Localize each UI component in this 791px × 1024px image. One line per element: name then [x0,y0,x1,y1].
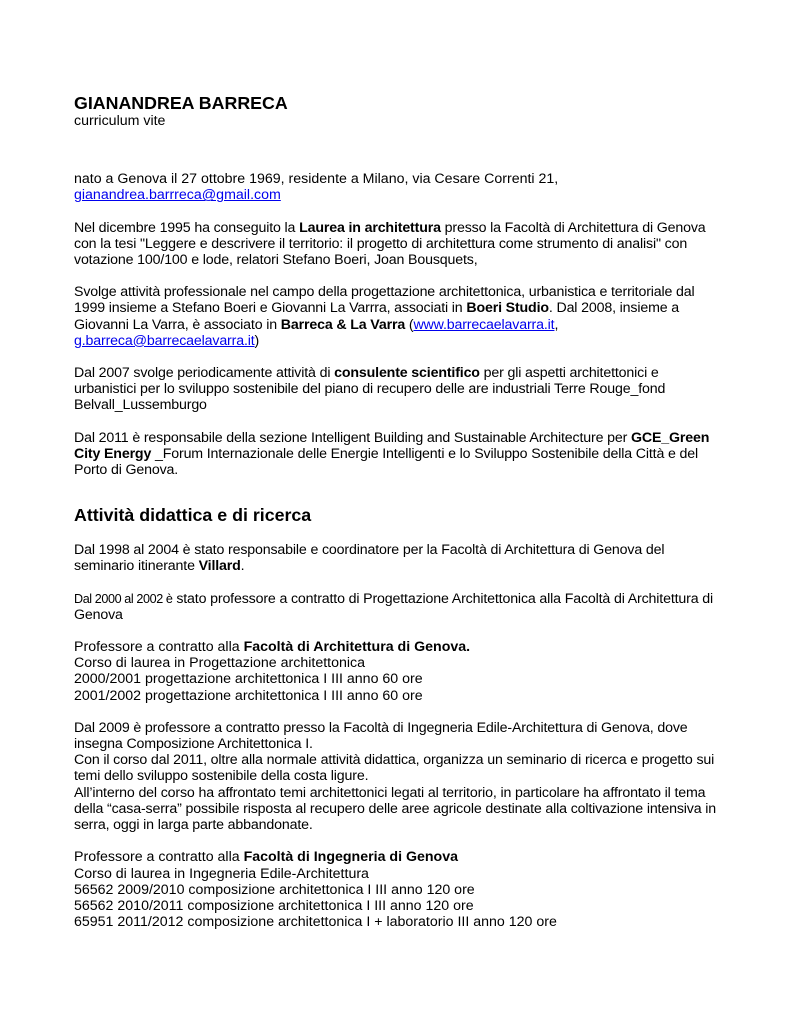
list-item: 56562 2009/2010 composizione architettonica I III anno 120 ore [74,881,475,898]
section-title: Attività didattica e di ricerca [74,505,312,526]
degree-paragraph: Nel dicembre 1995 ha conseguito la Laurea in architettura presso la Facoltà di Architettura di Genova con la tesi "Leggere e descrivere il territorio: il progetto di architettura come strumento di analisi" con votazione 100/100 e lode, relatori Stefano Boeri, Joan Bousquets, [74,219,706,269]
list-item: 2000/2001 progettazione architettonica I III anno 60 ore [74,671,423,688]
firm-email-link[interactable]: g.barreca@barrecaelavarra.it [74,332,255,349]
eng-faculty-name: Facoltà di Ingegneria di Genova [243,849,458,866]
page-title: GIANANDREA BARRECA [74,93,288,113]
list-item: 2001/2002 progettazione architettonica I III anno 60 ore [74,687,423,704]
consultant-role: consulente scientifico [334,365,480,382]
gce-paragraph: Dal 2011 è responsabile della sezione Intelligent Building and Sustainable Architecture per GCE_Green City Energy _Forum Internazionale delle Energie Intelligenti e lo Sviluppo Sostenibile della Città e del Porto di Genova. [74,429,710,479]
list-item: Corso di laurea in Progettazione architettonica [74,655,366,672]
gce-name: GCE_Green City Energy [74,429,710,462]
arch-faculty-name: Facoltà di Architettura di Genova. [243,639,471,656]
engineering-paragraph: Dal 2009 è professore a contratto presso la Facoltà di Ingegneria Edile-Architettura di Genova, dove insegna Composizione Architettonica I. Con il corso dal 2011, oltre alla normale attività didattica, organizza un seminario di ricerca e progetto sui temi dello sviluppo sostenibile della costa ligure. All’interno del corso ha affrontato temi architettonici legati al territorio, in particolare ha affrontato il tema della “casa-serra” possibile risposta al recupero delle aree agricole destinate alla coltivazione intensiva in serra, oggi in larga parte abbandonate. [74,719,716,834]
consultant-paragraph: Dal 2007 svolge periodicamente attività di consulente scientifico per gli aspetti architettonici e urbanistici per lo sviluppo sostenibile del piano di recupero delle are industriali Terre Rouge_fond Belvall_Lussemburgo [74,365,666,414]
firm-boeri-studio: Boeri Studio [466,300,549,317]
subtitle: curriculum vite [74,113,166,129]
list-item: 65951 2011/2012 composizione architettonica I + laboratorio III anno 120 ore [74,914,557,931]
website-link[interactable]: www.barrecaelavarra.it [413,316,555,333]
villard-paragraph: Dal 1998 al 2004 è stato responsabile e coordinatore per la Facoltà di Architettura di Genova del seminario itinerante Villard. [74,542,665,575]
eng-faculty-block: Professore a contratto alla Facoltà di Ingegneria di Genova Corso di laurea in Ingegneria Edile-Architettura 56562 2009/2010 composizione architettonica I III anno 120 ore 56562 2010/2011 composizione architettonica I III anno 120 ore 65951 2011/2012 composizione architettonica I + laboratorio III anno 120 ore [74,849,557,931]
villard-name: Villard [198,558,241,575]
practice-paragraph: Svolge attività professionale nel campo della progettazione architettonica, urbanistica e territoriale dal 1999 insieme a Stefano Boeri e Giovanni La Varrra, associati in Boeri Studio. Dal 2008, insieme a Giovanni La Varra, è associato in Barreca & La Varra (www.barrecaelavarra.it, g.barreca@barrecaelavarra.it) [74,284,695,349]
birth-line: nato a Genova il 27 ottobre 1969, residente a Milano, via Cesare Correnti 21, [74,171,559,188]
birth-paragraph [74,171,724,203]
arch-faculty-block: Professore a contratto alla Facoltà di Architettura di Genova. Corso di laurea in Progettazione architettonica 2000/2001 progettazione architettonica I III anno 60 ore 2001/2002 progettazione architettonica I III anno 60 ore [74,639,471,704]
firm-barreca-la-varra: Barreca & La Varra [280,316,406,333]
cv-document [74,93,724,930]
email-link[interactable]: gianandrea.barrreca@gmail.com [74,187,281,204]
degree-title: Laurea in architettura [299,219,441,236]
list-item: Corso di laurea in Ingegneria Edile-Architettura [74,865,369,882]
contract-2000-paragraph: Dal 2000 al 2002 è stato professore a contratto di Progettazione Architettonica alla Facoltà di Architettura di Genova [74,590,713,623]
list-item: 56562 2010/2011 composizione architettonica I III anno 120 ore [74,897,474,914]
